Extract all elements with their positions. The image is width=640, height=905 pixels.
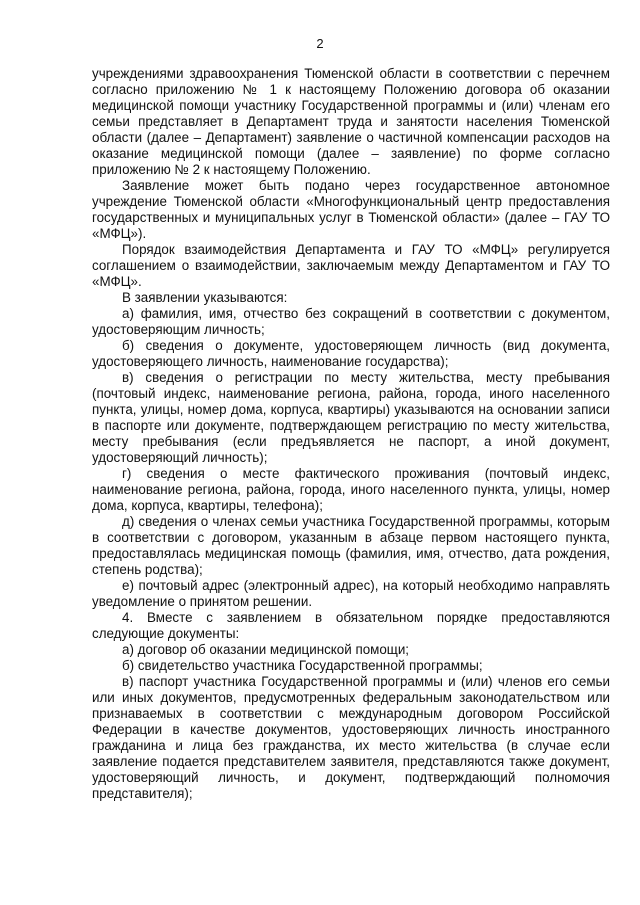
paragraph-section-4: 4. Вместе с заявлением в обязательном порядке предоставляются следующие документы: bbox=[92, 610, 610, 641]
list-item-v: в) сведения о регистрации по месту жительства, месту пребывания (почтовый индекс, наименование региона, района, города, иного населенного пункта, улицы, номер дома, корпуса, квартиры) указываются на основании записи в паспорте или документе, подтверждающем регистрацию по месту жительства, месту пребывания (если предъявляется не паспорт, а иной документ, удостоверяющий личность); bbox=[92, 370, 610, 465]
paragraph-application-contents: В заявлении указываются: bbox=[122, 290, 288, 305]
document-item-b: б) свидетельство участника Государственной программы; bbox=[122, 658, 483, 673]
list-item-b: б) сведения о документе, удостоверяющем личность (вид документа, удостоверяющего личность, наименование государства); bbox=[92, 338, 610, 369]
paragraph-interaction-order: Порядок взаимодействия Департамента и ГАУ ТО «МФЦ» регулируется соглашением о взаимодействии, заключаемым между Департаментом и ГАУ ТО «МФЦ». bbox=[92, 242, 610, 289]
list-item-g: г) сведения о месте фактического проживания (почтовый индекс, наименование региона, района, города, иного населенного пункта, улицы, номер дома, корпуса, квартиры, телефона); bbox=[92, 466, 610, 513]
paragraph-intro-continuation: учреждениями здравоохранения Тюменской области в соответствии с перечнем согласно приложению № 1 к настоящему Положению договора об оказании медицинской помощи участнику Государственной программы и (или) членам его семьи представляет в Департамент труда и занятости населения Тюменской области (далее – Департамент) заявление о частичной компенсации расходов на оказание медицинской помощи (далее – заявление) по форме согласно приложению № 2 к настоящему Положению. bbox=[92, 66, 610, 177]
page-number: 2 bbox=[316, 36, 324, 51]
document-item-a: а) договор об оказании медицинской помощи; bbox=[122, 642, 410, 657]
list-item-d: д) сведения о членах семьи участника Государственной программы, которым в соответствии с договором, указанным в абзаце первом настоящего пункта, предоставлялась медицинская помощь (фамилия, имя, отчество, дата рождения, степень родства); bbox=[92, 514, 610, 577]
paragraph-mfc-submission: Заявление может быть подано через государственное автономное учреждение Тюменской области «Многофункциональный центр предоставления государственных и муниципальных услуг в Тюменской области» (далее – ГАУ ТО «МФЦ»). bbox=[92, 178, 610, 241]
list-item-a: а) фамилия, имя, отчество без сокращений в соответствии с документом, удостоверяющим личность; bbox=[92, 306, 610, 337]
document-body bbox=[92, 66, 610, 802]
list-item-e: е) почтовый адрес (электронный адрес), на который необходимо направлять уведомление о принятом решении. bbox=[92, 578, 610, 609]
document-item-v: в) паспорт участника Государственной программы и (или) членов его семьи или иных документов, предусмотренных федеральным законодательством или признаваемых в соответствии с международным договором Российской Федерации в качестве документов, удостоверяющих личность иностранного гражданина и лица без гражданства, их место жительства (в случае если заявление подается представителем заявителя, представляются также документ, удостоверяющий личность, и документ, подтверждающий полномочия представителя); bbox=[92, 674, 610, 801]
